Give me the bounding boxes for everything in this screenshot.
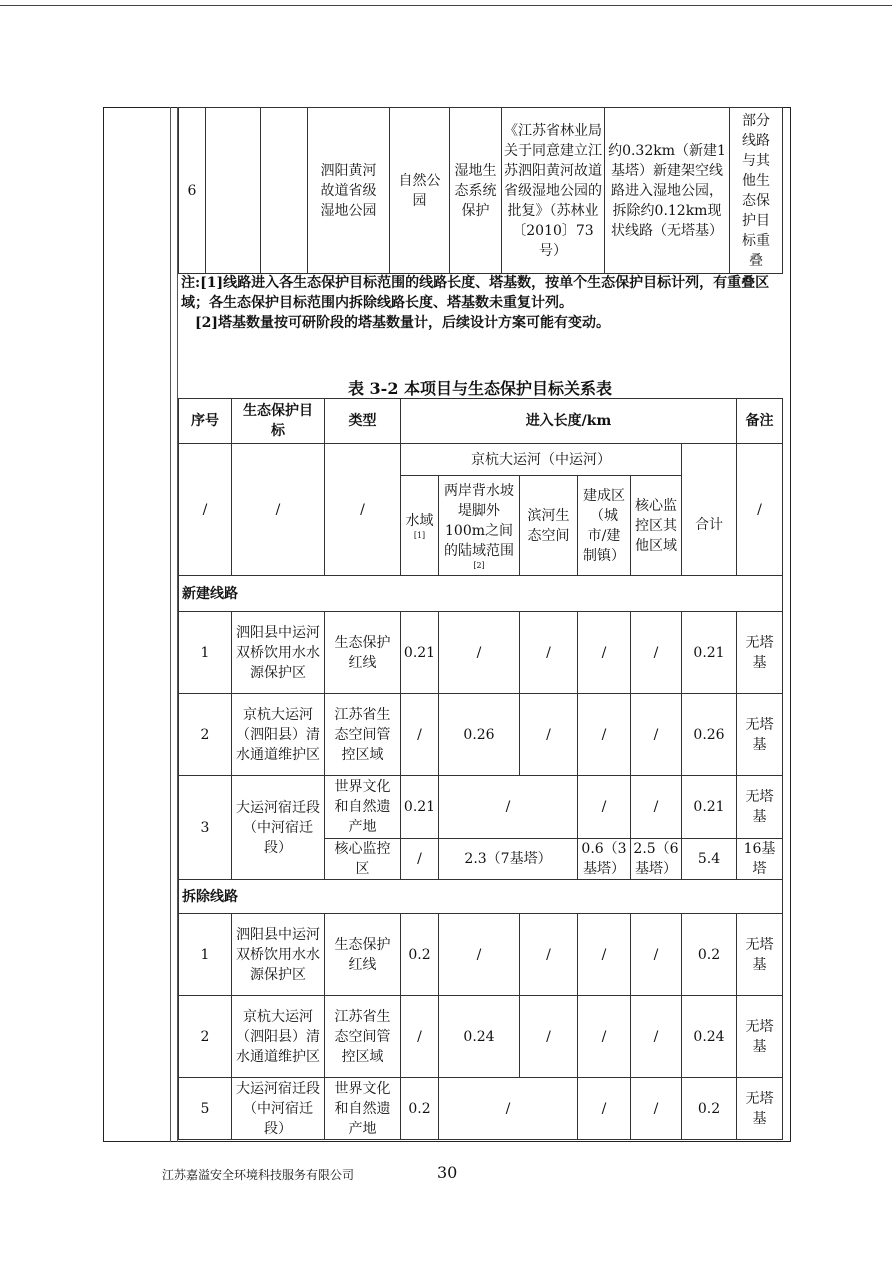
table-row: 核心监控区 / 2.3（7基塔） 0.6（3基塔） 2.5（6基塔） 5.4 16基塔 <box>179 839 783 880</box>
table-row: 1 泗阳县中运河双桥饮用水水源保护区 生态保护红线 0.2 / / / / 0.2 无塔基 <box>179 914 783 996</box>
position-relation: 约0.32km（新建1基塔）新建架空线路进入湿地公园，拆除约0.12km现状线路（无塔基） <box>605 108 730 274</box>
top-rule <box>0 5 892 6</box>
approval-basis: 《江苏省林业局关于同意建立江苏泗阳黄河故道省级湿地公园的批复》（苏林业〔2010〕73号） <box>502 108 605 274</box>
header-no: 序号 <box>179 399 232 444</box>
table-row: 3 大运河宿迁段（中河宿迁段） 世界文化和自然遗产地 0.21 / / / 0.21 无塔基 <box>179 776 783 839</box>
note-1: 注:[1]线路进入各生态保护目标范围的线路长度、塔基数，按单个生态保护目标计列，有重叠区域；各生态保护目标范围内拆除线路长度、塔基数未重复计列。 <box>181 275 770 311</box>
row-number: 6 <box>179 108 206 274</box>
table-row <box>179 108 783 274</box>
table-row: 2 京杭大运河（泗阳县）清水通道维护区 江苏省生态空间管控区域 / 0.24 / / / 0.24 无塔基 <box>179 996 783 1078</box>
header-row <box>179 399 783 444</box>
table-3-2 <box>178 398 783 1140</box>
header-note: 备注 <box>737 399 783 444</box>
table-row: 5 大运河宿迁段（中河宿迁段） 世界文化和自然遗产地 0.2 / / / 0.2 无塔基 <box>179 1078 783 1140</box>
table-3-1-continued <box>178 107 783 274</box>
header-river-eco: 滨河生态空间 <box>520 476 578 576</box>
section-new: 新建线路 <box>179 576 783 612</box>
header-built: 建成区（城市/建制镇） <box>578 476 631 576</box>
table-notes <box>181 273 785 333</box>
header-core-other: 核心监控区其他区域 <box>631 476 682 576</box>
subheader-row: / / / 京杭大运河（中运河） / <box>179 444 783 476</box>
table-caption: 表 3-2 本项目与生态保护目标关系表 <box>347 379 613 398</box>
header-land: 两岸背水坡堤脚外100m之间的陆域范围 [2] <box>439 476 520 576</box>
table-row: 1 泗阳县中运河双桥饮用水水源保护区 生态保护红线 0.21 / / / / 0.21 无塔基 <box>179 612 783 694</box>
header-total: 合计 <box>682 476 737 576</box>
header-length: 进入长度/km <box>401 399 737 444</box>
header-target: 生态保护目标 <box>232 399 325 444</box>
left-margin-column <box>170 107 178 1142</box>
note: 部分线路与其他生态保护目标重叠 <box>730 108 783 274</box>
section-remove: 拆除线路 <box>179 880 783 914</box>
header-type: 类型 <box>325 399 401 444</box>
header-canal: 京杭大运河（中运河） <box>401 444 682 476</box>
table-row: 2 京杭大运河（泗阳县）清水通道维护区 江苏省生态空间管控区域 / 0.26 / / / 0.26 无塔基 <box>179 694 783 776</box>
note-2: [2]塔基数量按可研阶段的塔基数量计，后续设计方案可能有变动。 <box>195 315 610 331</box>
protect-object: 湿地生态系统保护 <box>450 108 502 274</box>
target-type: 自然公园 <box>390 108 450 274</box>
page-number: 30 <box>437 1163 458 1182</box>
target-name: 泗阳黄河故道省级湿地公园 <box>308 108 390 274</box>
footer-company: 江苏嘉溢安全环境科技服务有限公司 <box>162 1168 355 1182</box>
header-water: 水域 [1] <box>401 476 439 576</box>
